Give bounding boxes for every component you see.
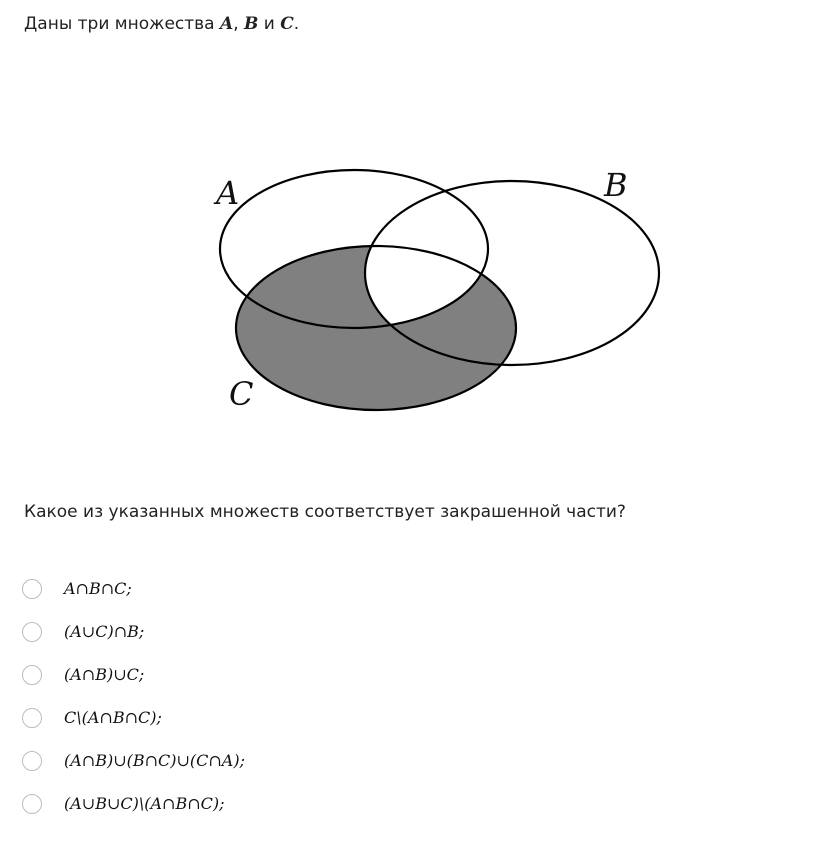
intro-conjunction: и [258, 14, 281, 34]
radio-button[interactable] [22, 794, 42, 814]
radio-button[interactable] [22, 665, 42, 685]
set-b-symbol: B [244, 14, 259, 34]
answer-option-1[interactable] [22, 567, 245, 610]
answer-option-3[interactable] [22, 653, 245, 696]
answer-option-label: C\(A∩B∩C); [64, 708, 162, 727]
answer-option-2[interactable] [22, 610, 245, 653]
set-a-symbol: A [220, 14, 234, 34]
answer-option-6[interactable] [22, 782, 245, 825]
answer-options [22, 567, 245, 825]
answer-option-5[interactable] [22, 739, 245, 782]
intro-text: Даны три множества [24, 14, 220, 34]
radio-button[interactable] [22, 622, 42, 642]
radio-button[interactable] [22, 751, 42, 771]
radio-button[interactable] [22, 708, 42, 728]
set-b-label: B [604, 166, 628, 204]
set-c-symbol: C [280, 14, 294, 34]
answer-option-label: (A∪C)∩B; [64, 622, 145, 641]
question-text: Какое из указанных множеств соответствует закрашенной части? [24, 502, 626, 522]
answer-option-label: (A∩B)∪C; [64, 665, 145, 684]
set-a-label: A [216, 174, 240, 212]
set-c-label: C [229, 375, 254, 413]
answer-option-4[interactable] [22, 696, 245, 739]
answer-option-label: (A∩B)∪(B∩C)∪(C∩A); [64, 751, 245, 770]
answer-option-label: A∩B∩C; [64, 579, 132, 598]
radio-button[interactable] [22, 579, 42, 599]
answer-option-label: (A∪B∪C)\(A∩B∩C); [64, 794, 225, 813]
intro-separator: , [233, 14, 245, 34]
intro-period: . [293, 14, 300, 34]
